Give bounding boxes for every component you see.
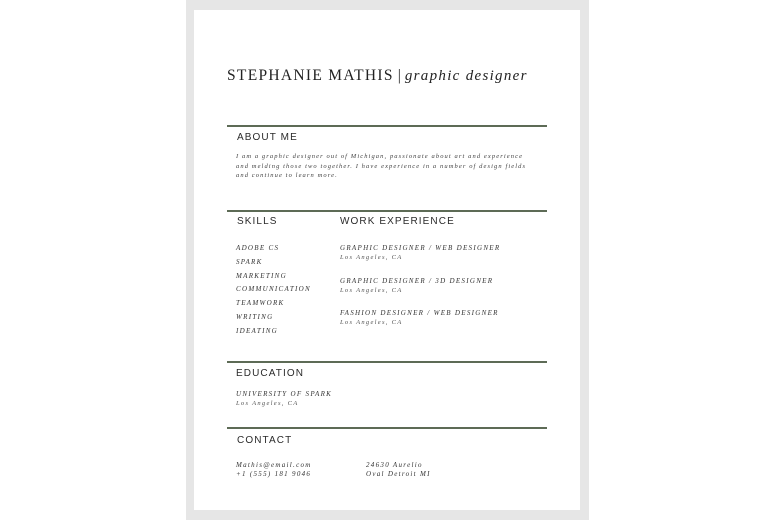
about-line: and continue to learn more. — [236, 172, 338, 179]
skill-item: SPARK — [236, 257, 263, 266]
skills-heading: SKILLS — [237, 216, 278, 227]
section-divider-contact — [227, 427, 547, 429]
about-text — [236, 152, 526, 181]
job-title: FASHION DESIGNER / WEB DESIGNER — [340, 309, 499, 318]
job-title: GRAPHIC DESIGNER / WEB DESIGNER — [340, 244, 501, 252]
section-divider-skills — [227, 210, 547, 212]
education-entry — [236, 390, 332, 408]
skill-item: COMMUNICATION — [236, 285, 311, 294]
skill-item: TEAMWORK — [236, 299, 285, 308]
school-name: UNIVERSITY OF SPARK — [236, 390, 333, 398]
address-line: Oval Detroit MI — [366, 470, 431, 478]
candidate-name: STEPHANIE MATHIS — [227, 67, 394, 84]
skill-item: ADOBE CS — [236, 244, 280, 252]
skill-item: WRITING — [236, 312, 274, 321]
job-location: Los Angeles, CA — [340, 254, 403, 261]
contact-phone: +1 (555) 181 9046 — [236, 470, 312, 478]
job-location: Los Angeles, CA — [340, 319, 403, 327]
school-location: Los Angeles, CA — [236, 400, 299, 407]
education-heading: EDUCATION — [236, 368, 305, 379]
contact-details — [236, 461, 312, 479]
job-location: Los Angeles, CA — [340, 286, 403, 294]
address-line: 24630 Aurelio — [366, 461, 423, 469]
about-line: and melding those two together. I have experience in a number of design fields — [236, 162, 527, 170]
contact-address — [366, 461, 431, 479]
skills-list — [236, 244, 311, 341]
section-divider-about — [227, 125, 547, 127]
job-entry — [340, 309, 500, 342]
about-heading: ABOUT ME — [237, 132, 298, 143]
title-separator: | — [397, 67, 401, 84]
about-line: I am a graphic designer out of Michigan, passionate about art and experience — [236, 153, 524, 160]
skill-item: IDEATING — [236, 326, 279, 335]
candidate-role: graphic designer — [404, 68, 528, 84]
job-entry — [340, 244, 500, 277]
resume-header — [227, 66, 557, 85]
work-experience-list — [340, 244, 500, 342]
work-experience-heading: WORK EXPERIENCE — [340, 216, 455, 227]
contact-email: Mathis@email.com — [236, 461, 312, 469]
skill-item: MARKETING — [236, 271, 287, 280]
job-entry — [340, 277, 500, 310]
section-divider-education — [227, 361, 547, 363]
contact-heading: CONTACT — [237, 435, 293, 446]
job-title: GRAPHIC DESIGNER / 3D DESIGNER — [340, 276, 494, 285]
